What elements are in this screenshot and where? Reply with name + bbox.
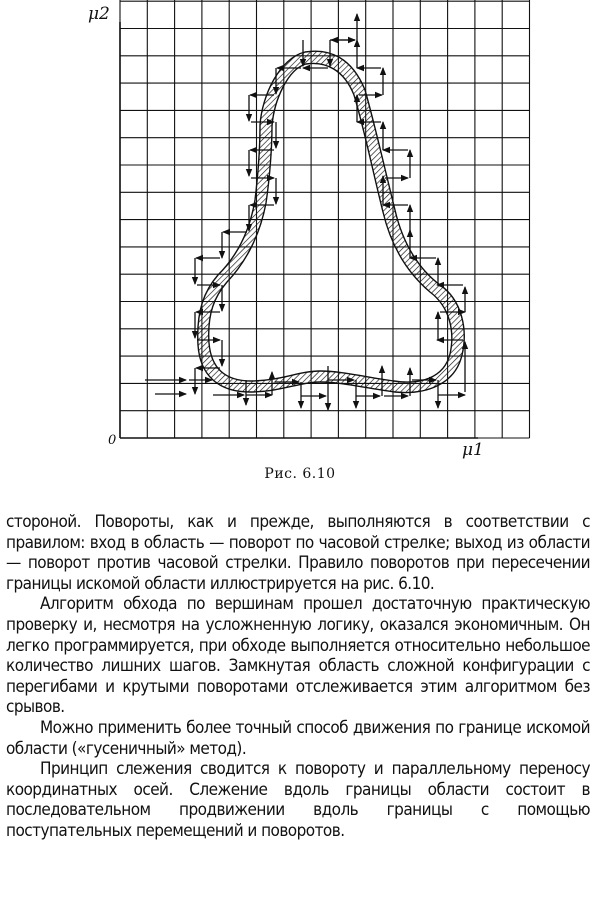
paragraph: Можно применить более точный способ движения по границе искомой области («гусеничный» метод).	[6, 717, 590, 759]
x-axis-label: μ1	[462, 440, 484, 460]
paragraph: стороной. Повороты, как и прежде, выполняются в соответствии с правилом: вход в область — поворот по часовой стрелке; выход из области — поворот против часовой стрелки. Правило поворотов при пересечении границы искомой области иллюстрируется на рис. 6.10.	[6, 512, 590, 594]
body-text	[6, 512, 590, 842]
region-boundary-hatch	[198, 51, 464, 392]
paragraph: Алгоритм обхода по вершинам прошел достаточную практическую проверку и, несмотря на усложненную логику, оказался экономичным. Он легко программируется, при обходе выполняется относительно небольшое количество лишних шагов. Замкнутая область сложной конфигурации с перегибами и крутыми поворотами отслеживается этим алгоритмом без срывов.	[6, 594, 590, 718]
paragraph: Принцип слежения сводится к повороту и параллельному переносу координатных осей. Слежение вдоль границы области состоит в последовательном продвижении вдоль границы с помощью поступательных перемещений и поворотов.	[6, 759, 590, 841]
figure-caption: Рис. 6.10	[264, 466, 336, 482]
y-axis-label: μ2	[88, 4, 110, 24]
tracing-arrows	[145, 14, 465, 410]
origin-label: 0	[108, 433, 117, 448]
